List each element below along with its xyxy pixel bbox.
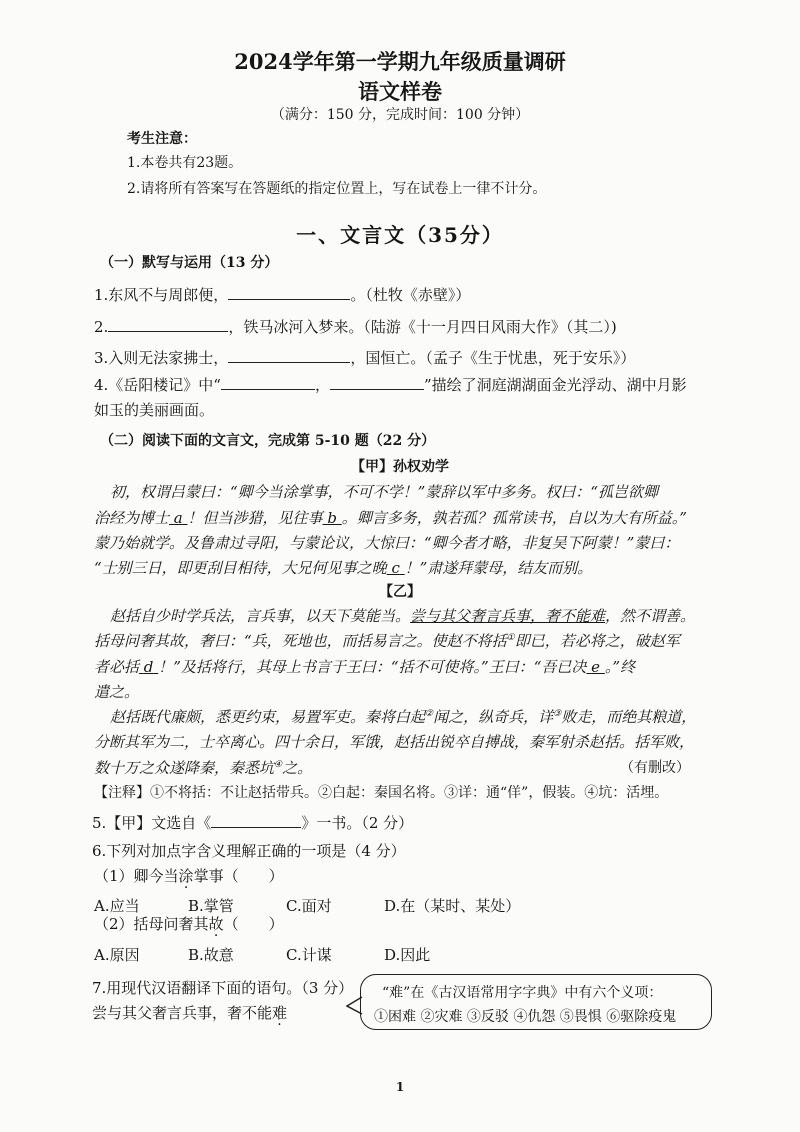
- answer-blank[interactable]: [108, 315, 228, 332]
- notice-item-1: 1.本卷共有23题。: [127, 155, 243, 171]
- question-6-sub-1: （1）卿今当涂掌事（ ）: [94, 867, 284, 885]
- question-4-cont: 如玉的美丽画面。: [94, 401, 215, 419]
- yi-title: 【乙】: [379, 584, 421, 600]
- exam-title: 2024学年第一学期九年级质量调研: [234, 49, 566, 74]
- exam-info: （满分：150 分，完成时间：100 分钟）: [270, 107, 530, 123]
- notice-item-2: 2.请将所有答案写在答题纸的指定位置上，写在试卷上一律不计分。: [127, 181, 547, 197]
- q6-option-2b[interactable]: B.故意: [188, 946, 234, 964]
- answer-blank[interactable]: [330, 373, 424, 390]
- yi-line-5: 赵括既代廉颇，悉更约束，易置军吏。秦将白起②闻之，纵奇兵，详③败走，而绝其粮道，: [110, 708, 697, 726]
- blank-label-a: a: [173, 509, 183, 527]
- yi-line-7: 数十万之众遂降秦，秦悉坑④之。: [94, 759, 313, 777]
- answer-blank[interactable]: [228, 346, 350, 363]
- source-note: （有删改）: [620, 760, 690, 776]
- yi-line-3: 者必括 d ！”及括将行，其母上书言于王曰：“括不可使将。”王曰：“吾已决 e 。”终: [94, 658, 635, 676]
- q6-option-2d[interactable]: D.因此: [384, 946, 431, 964]
- question-5: 5.【甲】文选自《 》一书。（2 分）: [92, 811, 413, 833]
- jia-line-1: 初，权谓吕蒙曰：“卿今当涂掌事，不可不学！”蒙辞以军中多务。权曰：“孤岂欲卿: [110, 483, 659, 501]
- answer-blank[interactable]: [228, 283, 350, 300]
- answer-blank[interactable]: [211, 811, 301, 828]
- q6-option-1d[interactable]: D.在（某时、某处）: [384, 897, 521, 915]
- question-6: 6.下列对加点字含义理解正确的一项是（4 分）: [92, 842, 406, 860]
- q6-option-2c[interactable]: C.计谋: [286, 946, 332, 964]
- part1-heading: （一）默写与运用（13 分）: [100, 255, 279, 271]
- annotations: 【注释】①不将括：不让赵括带兵。②白起：秦国名将。③详：通“佯”，假装。④坑：活埋。: [94, 785, 669, 801]
- jia-line-2: 治经为博士 a ！但当涉猎，见往事 b 。卿言多务，孰若孤？孤常读书，自以为大有所益。”: [94, 509, 687, 527]
- yi-line-2: 括母问奢其故，奢曰：“兵，死地也，而括易言之。使赵不将括①即已，若必将之，破赵军: [94, 632, 680, 650]
- answer-blank[interactable]: [221, 373, 315, 390]
- question-7-sentence: 尝与其父奢言兵事，奢不能难: [92, 1004, 288, 1022]
- question-7: 7.用现代汉语翻译下面的语句。（3 分）: [92, 979, 354, 997]
- blank-label-c: c: [391, 559, 400, 577]
- part2-heading: （二）阅读下面的文言文，完成第 5-10 题（22 分）: [100, 433, 436, 449]
- callout-line-2: ①困难 ②灾难 ③反驳 ④仇怨 ⑤畏惧 ⑥驱除疫鬼: [374, 1009, 677, 1025]
- callout-line-1: “难”在《古汉语常用字字典》中有六个义项：: [382, 985, 663, 1001]
- jia-line-4: “士别三日，即更刮目相待，大兄何见事之晚 c ！”肃遂拜蒙母，结友而别。: [94, 559, 593, 577]
- yi-line-1: 赵括自少时学兵法，言兵事，以天下莫能当。尝与其父奢言兵事，奢不能难，然不谓善。: [110, 607, 696, 625]
- section-heading: 一、文言文（35分）: [296, 223, 504, 247]
- exam-subtitle: 语文样卷: [358, 79, 442, 104]
- yi-line-6: 分断其军为二，士卒离心。四十余日，军饿，赵括出锐卒自搏战，秦军射杀赵括。括军败，: [94, 733, 695, 751]
- q6-option-1c[interactable]: C.面对: [286, 897, 332, 915]
- blank-label-b: b: [327, 509, 337, 527]
- question-3: 3.入则无法家拂士， ，国恒亡。（孟子《生于忧患，死于安乐》）: [94, 346, 635, 368]
- yi-line-4: 遣之。: [94, 683, 140, 701]
- jia-line-3: 蒙乃始就学。及鲁肃过寻阳，与蒙论议，大惊曰：“卿今者才略，非复吴下阿蒙！”蒙曰：: [94, 534, 680, 552]
- blank-label-d: d: [143, 658, 154, 676]
- blank-label-e: e: [591, 658, 601, 676]
- q6-option-1b[interactable]: B.掌管: [188, 897, 234, 915]
- notice-heading: 考生注意：: [127, 131, 197, 147]
- question-4: 4.《岳阳楼记》中“ ， ”描绘了洞庭湖湖面金光浮动、湖中月影: [94, 373, 687, 395]
- question-1: 1.东风不与周郎便， 。（杜牧《赤壁》）: [94, 283, 470, 305]
- underlined-sentence: 尝与其父奢言兵事，奢不能难: [410, 607, 606, 625]
- q6-option-1a[interactable]: A.应当: [94, 897, 140, 915]
- question-6-sub-2: （2）括母问奢其故（ ）: [94, 915, 284, 933]
- question-2: 2. ，铁马冰河入梦来。（陆游《十一月四日风雨大作》（其二）): [94, 315, 617, 337]
- q6-option-2a[interactable]: A.原因: [94, 946, 140, 964]
- page-number: 1: [395, 1080, 405, 1094]
- jia-title: 【甲】孙权劝学: [351, 459, 449, 475]
